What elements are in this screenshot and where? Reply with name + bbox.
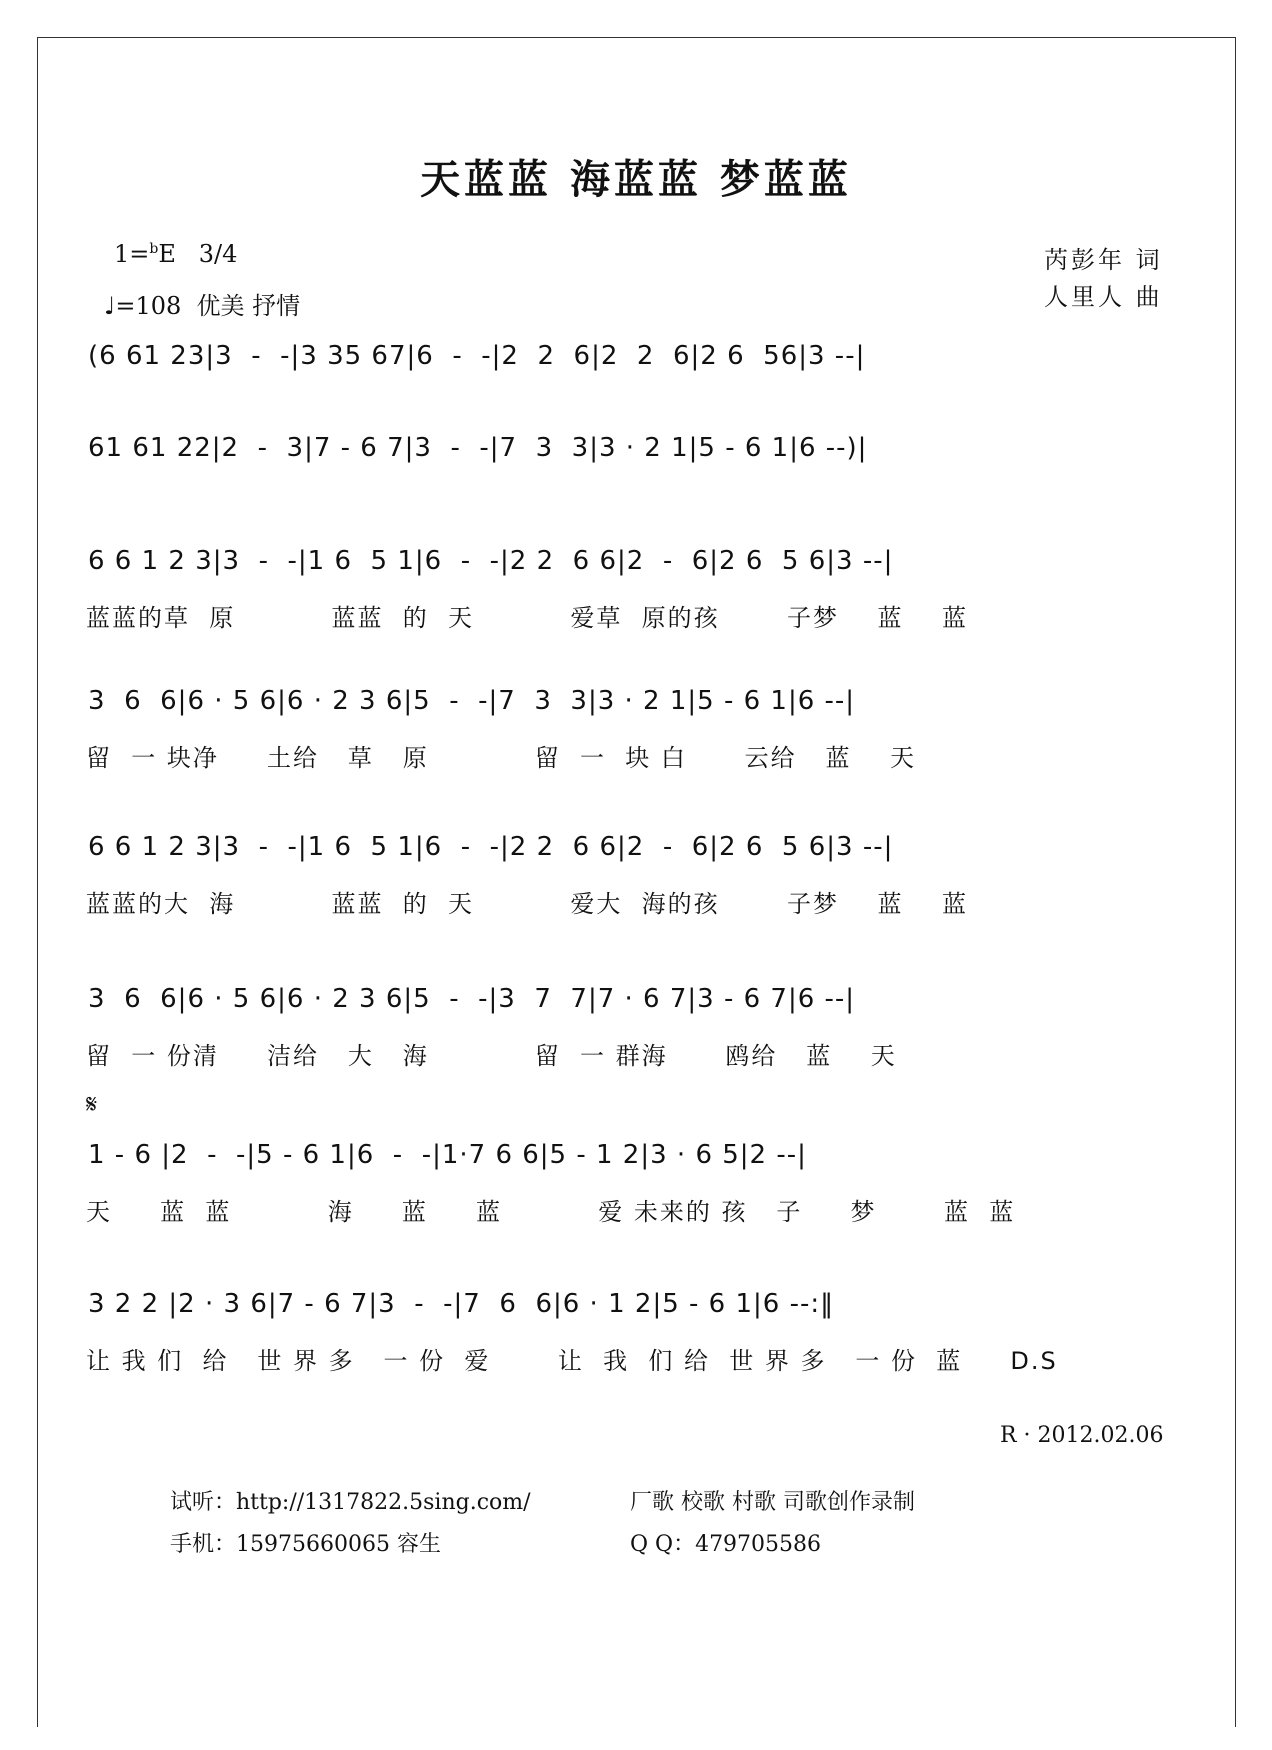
notation-line-4: 3 6 6|6 · 5 6|6 · 2 3 6|5 - -|7 3 3|3 · 2 1|5 - 6 1|6 --| xyxy=(88,686,856,716)
lyrics-line-7: 天 蓝 蓝 海 蓝 蓝 爱 未来的 孩 子 梦 蓝 蓝 xyxy=(86,1198,1016,1226)
song-title: 天蓝蓝 海蓝蓝 梦蓝蓝 xyxy=(420,157,852,203)
quarter-note-icon: ♩ xyxy=(104,292,116,320)
qq-number: Q Q：479705586 xyxy=(630,1532,822,1557)
lyrics-line-6: 留 一 份清 洁给 大 海 留 一 群海 鸥给 蓝 天 xyxy=(86,1042,897,1070)
tempo-value: =108 xyxy=(115,292,182,320)
key-flat: b xyxy=(149,241,159,257)
lyrics-line-8: 让 我 们 给 世 界 多 一 份 爱 让 我 们 给 世 界 多 一 份 蓝 D.S xyxy=(86,1347,1058,1375)
composer-credit: 人里人 曲 xyxy=(1044,283,1163,311)
lyrics-line-4: 留 一 块净 土给 草 原 留 一 块 白 云给 蓝 天 xyxy=(86,744,917,772)
lyrics-line-3: 蓝蓝的草 原 蓝蓝 的 天 爱草 原的孩 子梦 蓝 蓝 xyxy=(86,604,969,632)
phone-number: 手机：15975660065 容生 xyxy=(170,1532,441,1557)
notation-line-1: (6 61 23|3 - -|3 35 67|6 - -|2 2 6|2 2 6|2 6 56|3 --| xyxy=(88,341,866,371)
notation-line-7: 1 - 6 |2 - -|5 - 6 1|6 - -|1·7 6 6|5 - 1 2|3 · 6 5|2 --| xyxy=(88,1140,807,1170)
time-signature: 3/4 xyxy=(198,240,238,268)
date-stamp: R · 2012.02.06 xyxy=(1000,1423,1164,1448)
notation-line-2: 61 61 22|2 - 3|7 - 6 7|3 - -|7 3 3|3 · 2 1|5 - 6 1|6 --)| xyxy=(88,433,868,463)
key-note: E xyxy=(158,240,176,268)
notation-line-5: 6 6 1 2 3|3 - -|1 6 5 1|6 - -|2 2 6 6|2 - 6|2 6 5 6|3 --| xyxy=(88,832,894,862)
segno-icon: 𝄋 xyxy=(86,1090,98,1120)
tempo-marking xyxy=(104,286,300,321)
lyricist-credit: 芮彭年 词 xyxy=(1044,246,1163,274)
tempo-style: 优美 抒情 xyxy=(196,292,301,320)
key-prefix: 1= xyxy=(114,240,150,268)
lyrics-line-5: 蓝蓝的大 海 蓝蓝 的 天 爱大 海的孩 子梦 蓝 蓝 xyxy=(86,890,969,918)
listen-link[interactable]: 试听：http://1317822.5sing.com/ xyxy=(170,1490,531,1515)
studio-note: 厂歌 校歌 村歌 司歌创作录制 xyxy=(630,1490,915,1515)
notation-line-6: 3 6 6|6 · 5 6|6 · 2 3 6|5 - -|3 7 7|7 · 6 7|3 - 6 7|6 --| xyxy=(88,984,856,1014)
notation-line-3: 6 6 1 2 3|3 - -|1 6 5 1|6 - -|2 2 6 6|2 - 6|2 6 5 6|3 --| xyxy=(88,546,894,576)
key-signature xyxy=(114,240,237,268)
notation-line-8: 3 2 2 |2 · 3 6|7 - 6 7|3 - -|7 6 6|6 · 1 2|5 - 6 1|6 --:‖ xyxy=(88,1289,835,1319)
